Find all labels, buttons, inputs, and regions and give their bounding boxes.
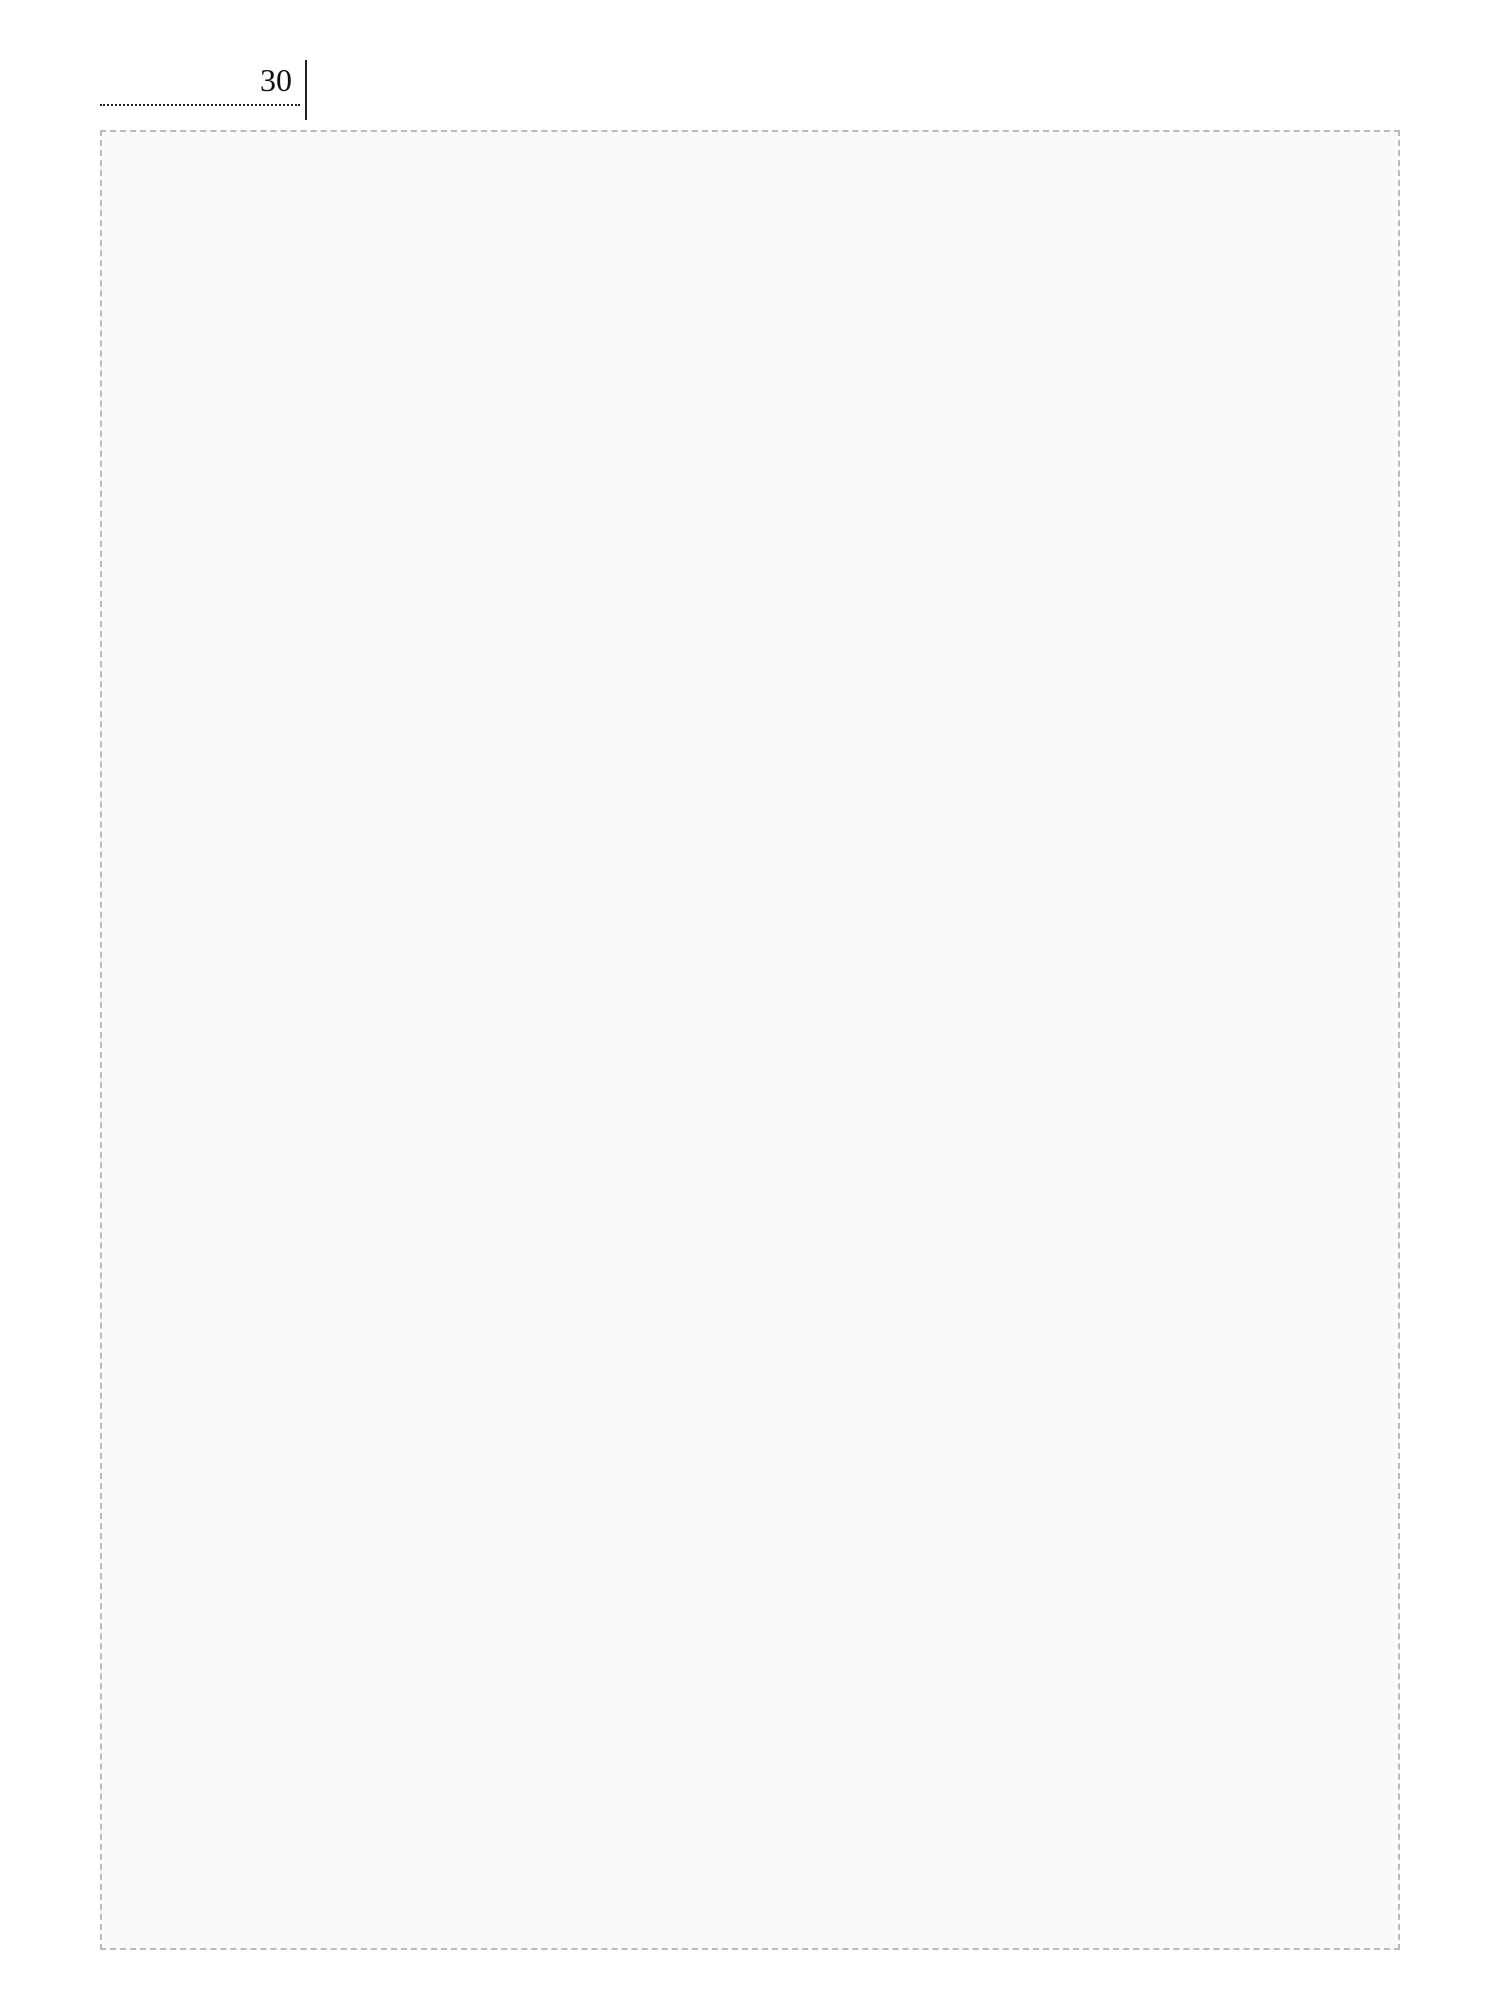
header-dotted-rule <box>100 104 300 106</box>
body-text-region <box>100 130 1400 1950</box>
page-header <box>100 60 1400 120</box>
page-number: 30 <box>260 62 292 98</box>
header-vertical-rule <box>305 60 307 120</box>
body-text-placeholder <box>100 130 1400 1950</box>
